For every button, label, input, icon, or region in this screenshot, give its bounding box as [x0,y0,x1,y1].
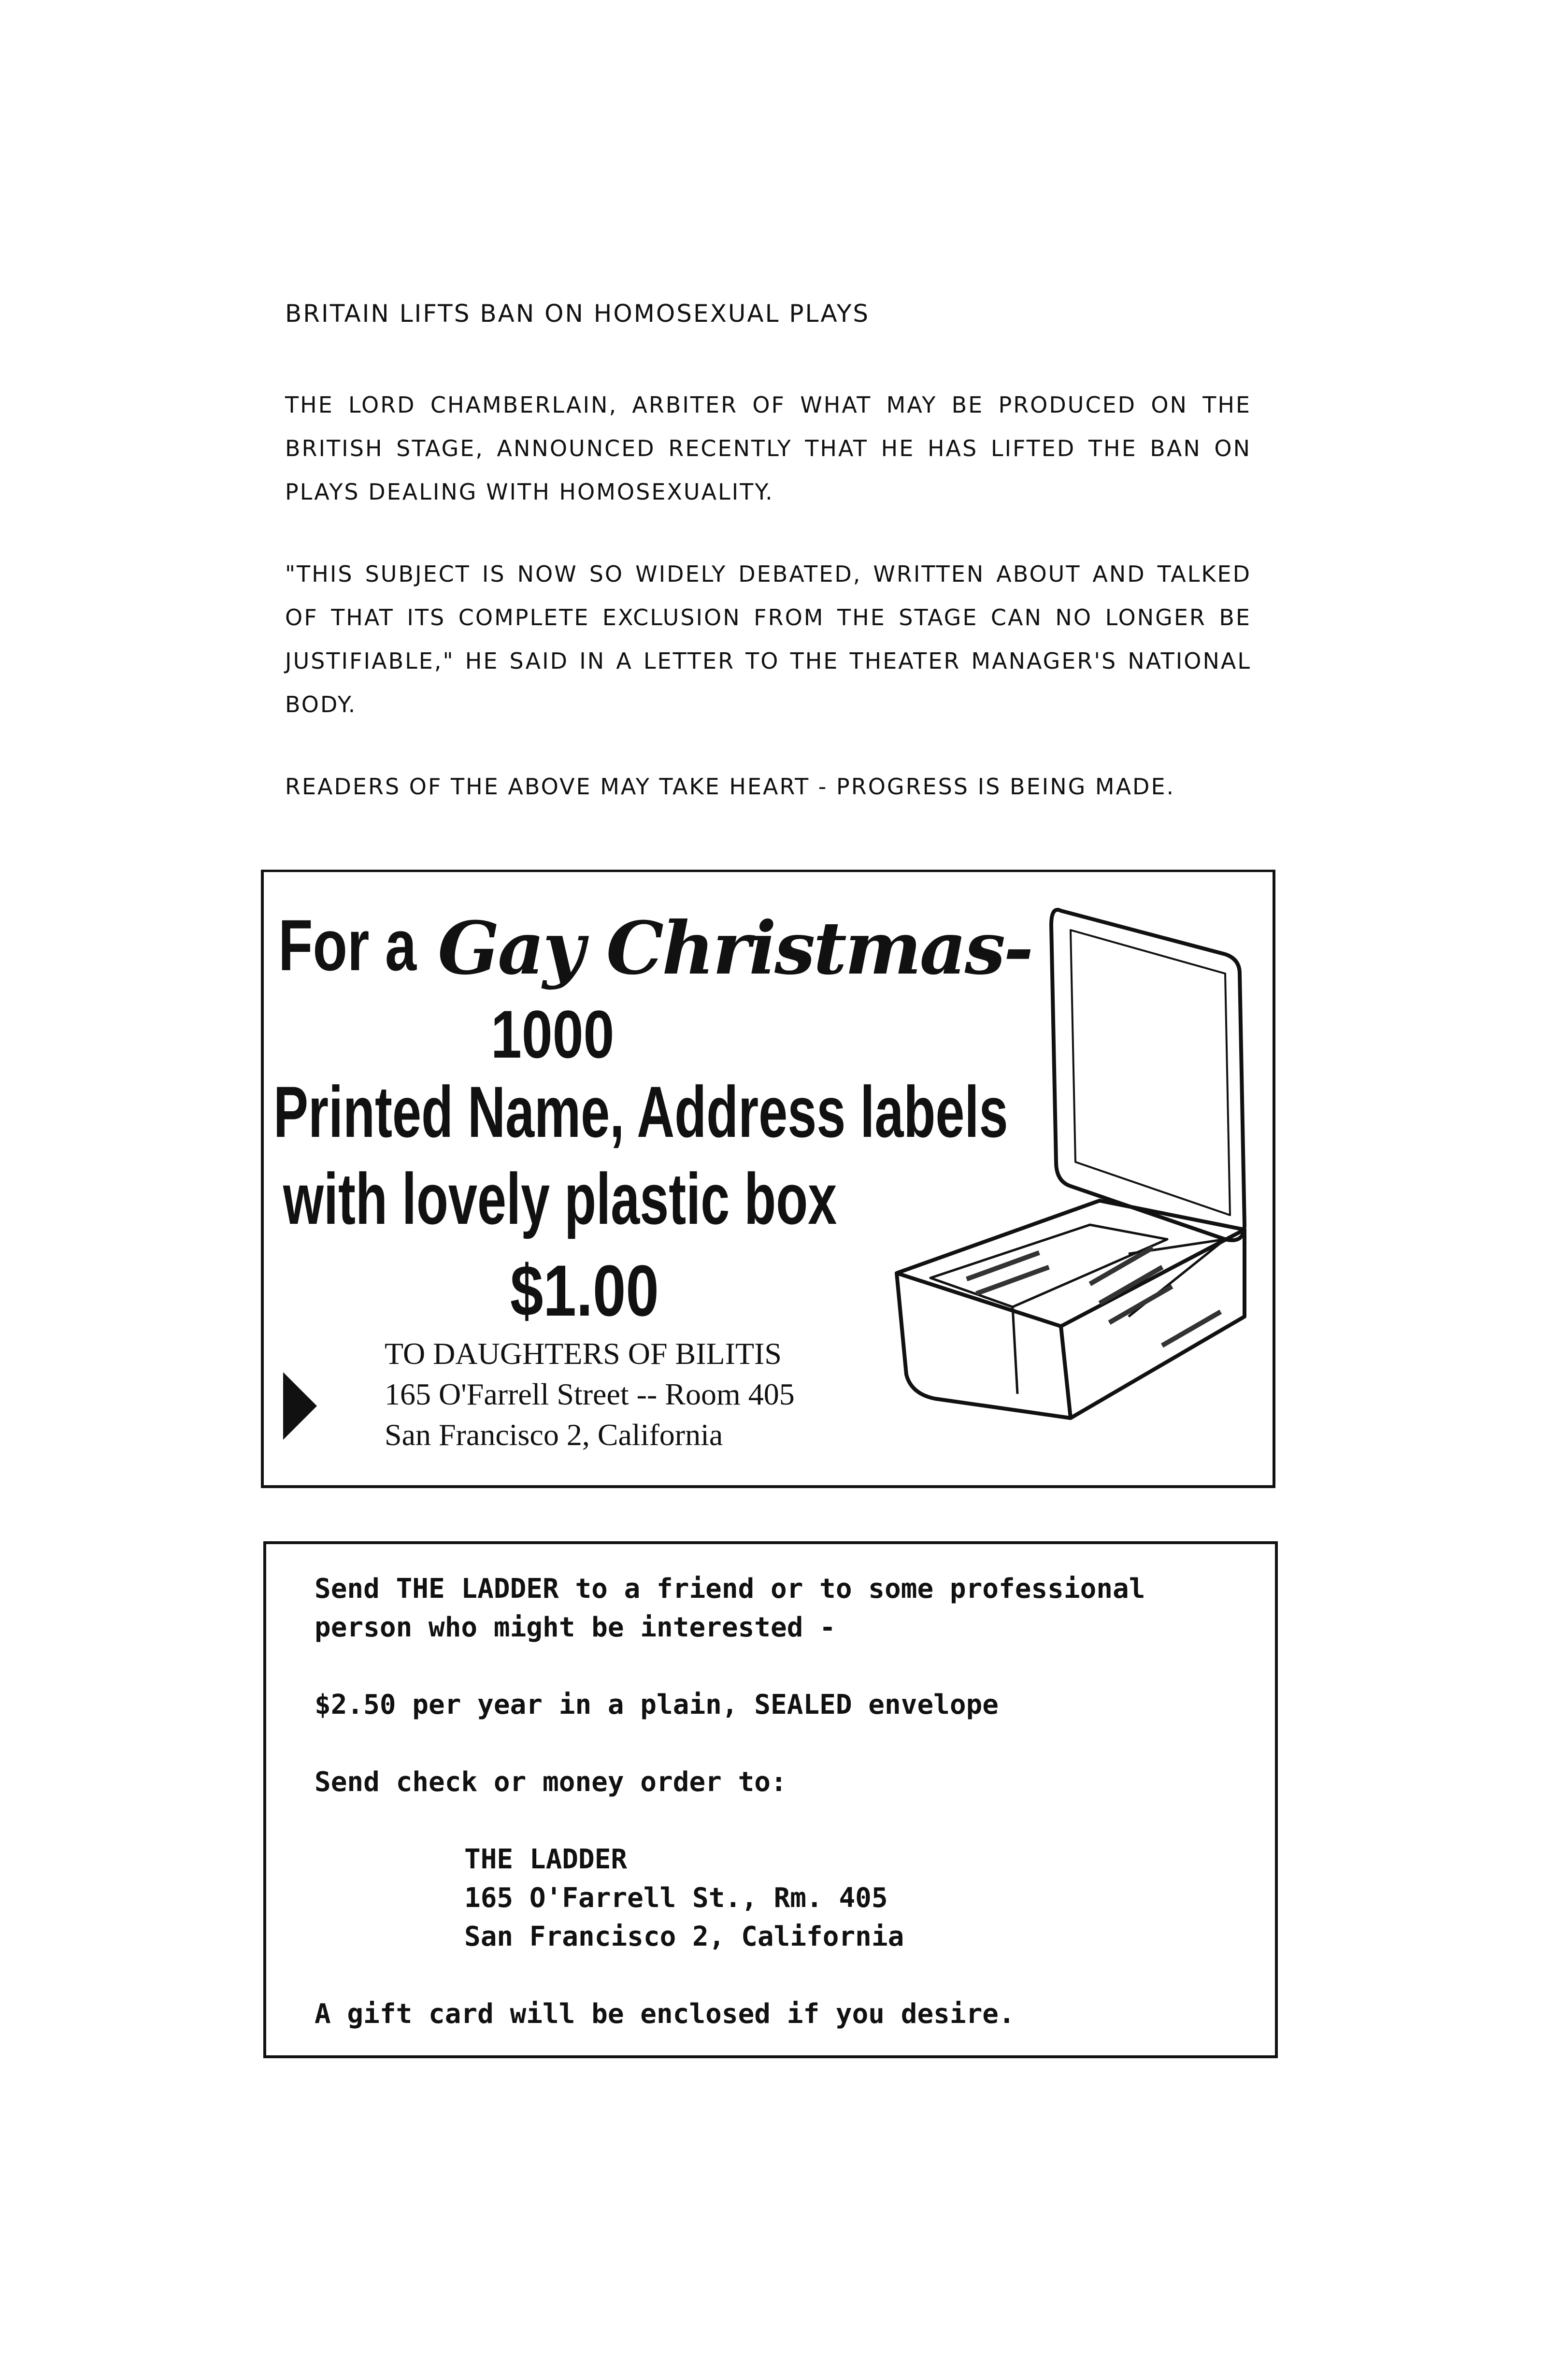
christmas-labels-ad [261,870,1275,1488]
promo-line-1: Send THE LADDER to a friend or to some professional [315,1573,1145,1605]
article [285,300,1251,847]
promo-address-line-2: 165 O'Farrell St., Rm. 405 [464,1882,888,1914]
promo-price-line: $2.50 per year in a plain, SEALED envelope [315,1689,999,1720]
ad-script-headline: Gay Christmas- [438,906,1032,991]
ad-address-line-2: 165 O'Farrell Street -- Room 405 [385,1377,795,1411]
ad-quantity: 1000 [491,996,615,1072]
promo-gift-line: A gift card will be enclosed if you desire. [315,1998,1015,2030]
ad-address-line-3: San Francisco 2, California [385,1418,723,1452]
ad-mailing-address [385,1333,795,1455]
ladder-subscription-promo [263,1541,1278,2058]
ad-address-line-1: TO DAUGHTERS OF BILITIS [385,1336,782,1371]
article-paragraph-2: "THIS SUBJECT IS NOW SO WIDELY DEBATED, WRITTEN ABOUT AND TALKED OF THAT ITS COMPLETE EXCLUSION FROM THE STAGE CAN NO LONGER BE JUSTIFIABLE," HE SAID IN A LETTER TO THE THEATER MANAGER'S NATIONAL BODY. [285,561,1251,717]
ad-price: $1.00 [510,1250,659,1331]
arrow-right-icon [283,1358,322,1454]
promo-address-line-1: THE LADDER [464,1844,628,1875]
promo-line-2: person who might be interested - [315,1612,836,1643]
article-paragraph-3: READERS OF THE ABOVE MAY TAKE HEART - PROGRESS IS BEING MADE. [285,774,1175,800]
label-box-illustration [858,891,1254,1452]
promo-send-line: Send check or money order to: [315,1766,787,1798]
article-headline: BRITAIN LIFTS BAN ON HOMOSEXUAL PLAYS [285,300,870,328]
promo-address-line-3: San Francisco 2, California [464,1921,904,1952]
ad-line-prefix: For a [278,904,417,986]
article-paragraph-1: THE LORD CHAMBERLAIN, ARBITER OF WHAT MAY BE PRODUCED ON THE BRITISH STAGE, ANNOUNCED RECENTLY THAT HE HAS LIFTED THE BAN ON PLAYS DEALING WITH HOMOSEXUALITY. [285,392,1251,505]
ad-box-line: with lovely plastic box [283,1158,837,1239]
ad-product-line: Printed Name, Address labels [273,1071,1008,1152]
